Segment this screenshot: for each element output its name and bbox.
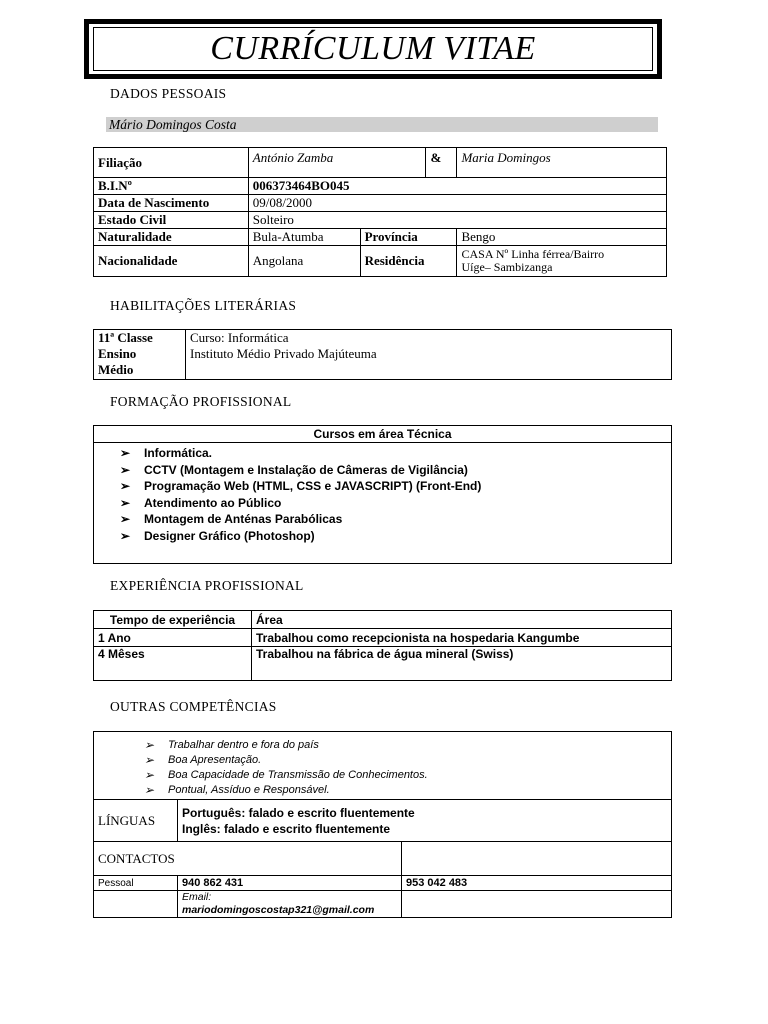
list-item: ➢ CCTV (Montagem e Instalação de Câmeras de Vigilância) bbox=[118, 462, 671, 479]
languages-cell bbox=[178, 800, 672, 842]
provincia-label: Província bbox=[360, 229, 457, 246]
residencia-label: Residência bbox=[360, 246, 457, 277]
experience-col-area: Área bbox=[252, 611, 672, 629]
training-table bbox=[93, 425, 672, 564]
naturalidade-value: Bula-Atumba bbox=[248, 229, 360, 246]
training-header: Cursos em área Técnica bbox=[94, 426, 672, 443]
list-item: ➢ Montagem de Anténas Parabólicas bbox=[118, 511, 671, 528]
other-skills-cell bbox=[94, 732, 672, 800]
list-item: ➢ Pontual, Assíduo e Responsável. bbox=[142, 783, 671, 798]
residencia-line2: Uíge– Sambizanga bbox=[461, 260, 553, 274]
list-item: ➢ Designer Gráfico (Photoshop) bbox=[118, 528, 671, 545]
experience-time: 4 Mêses bbox=[94, 647, 252, 681]
pessoal-label: Pessoal bbox=[94, 876, 178, 891]
civil-value: Solteiro bbox=[248, 212, 666, 229]
personal-table bbox=[93, 147, 667, 277]
language-english: Inglês: falado e escrito fluentemente bbox=[182, 821, 391, 836]
section-training: FORMAÇÃO PROFISSIONAL bbox=[110, 394, 292, 409]
education-level bbox=[94, 330, 186, 380]
cv-title-box bbox=[84, 19, 662, 79]
level-line3: Médio bbox=[98, 362, 134, 377]
naturalidade-label: Naturalidade bbox=[94, 229, 249, 246]
level-line1: 11ª Classe bbox=[98, 330, 153, 345]
list-item: ➢ Informática. bbox=[118, 445, 671, 462]
residencia-value bbox=[457, 246, 667, 277]
skills-list bbox=[142, 738, 671, 798]
father-name: António Zamba bbox=[248, 148, 426, 178]
experience-area: Trabalhou como recepcionista na hospedaria Kangumbe bbox=[252, 629, 672, 647]
languages-label: LÍNGUAS bbox=[94, 800, 178, 842]
table-row bbox=[94, 647, 672, 681]
name-bar: Mário Domingos Costa bbox=[106, 117, 658, 132]
civil-label: Estado Civil bbox=[94, 212, 249, 229]
school: Instituto Médio Privado Majúteuma bbox=[190, 346, 377, 361]
education-details bbox=[186, 330, 672, 380]
email-cell bbox=[178, 891, 402, 918]
education-table bbox=[93, 329, 672, 380]
experience-table bbox=[93, 610, 672, 681]
list-item: ➢ Trabalhar dentro e fora do país bbox=[142, 738, 671, 753]
training-list bbox=[118, 445, 671, 544]
nacionalidade-label: Nacionalidade bbox=[94, 246, 249, 277]
phone-secondary: 953 042 483 bbox=[402, 876, 672, 891]
mother-name: Maria Domingos bbox=[457, 148, 667, 178]
course: Curso: Informática bbox=[190, 330, 289, 345]
level-line2: Ensino bbox=[98, 346, 137, 361]
experience-time: 1 Ano bbox=[94, 629, 252, 647]
email-label: Email: bbox=[182, 891, 212, 903]
section-education: HABILITAÇÕES LITERÁRIAS bbox=[110, 298, 297, 313]
cv-title: CURRÍCULUM VITAE bbox=[210, 30, 536, 67]
birth-value: 09/08/2000 bbox=[248, 195, 666, 212]
other-table bbox=[93, 731, 672, 918]
list-item: ➢ Boa Capacidade de Transmissão de Conhecimentos. bbox=[142, 768, 671, 783]
email-row-empty bbox=[94, 891, 178, 918]
bi-value: 006373464BO045 bbox=[248, 178, 666, 195]
section-personal: DADOS PESSOAIS bbox=[110, 86, 227, 101]
birth-label: Data de Nascimento bbox=[94, 195, 249, 212]
contacts-empty bbox=[402, 842, 672, 876]
list-item: ➢ Boa Apresentação. bbox=[142, 753, 671, 768]
list-item: ➢ Atendimento ao Público bbox=[118, 495, 671, 512]
residencia-line1: CASA Nº Linha férrea/Bairro bbox=[461, 247, 605, 261]
email-row-empty-right bbox=[402, 891, 672, 918]
bi-label: B.I.Nº bbox=[94, 178, 249, 195]
table-row bbox=[94, 629, 672, 647]
training-cell bbox=[94, 443, 672, 564]
provincia-value: Bengo bbox=[457, 229, 667, 246]
contacts-label: CONTACTOS bbox=[94, 842, 402, 876]
phone-primary: 940 862 431 bbox=[178, 876, 402, 891]
filiacao-label: Filiação bbox=[94, 148, 249, 178]
email-address[interactable]: mariodomingoscostap321@gmail.com bbox=[182, 904, 375, 916]
section-other: OUTRAS COMPETÊNCIAS bbox=[110, 699, 277, 714]
language-portuguese: Português: falado e escrito fluentemente bbox=[182, 805, 415, 820]
nacionalidade-value: Angolana bbox=[248, 246, 360, 277]
ampersand: & bbox=[426, 148, 457, 178]
experience-col-time: Tempo de experiência bbox=[94, 611, 252, 629]
experience-area: Trabalhou na fábrica de água mineral (Swiss) bbox=[252, 647, 672, 681]
list-item: ➢ Programação Web (HTML, CSS e JAVASCRIPT) (Front-End) bbox=[118, 478, 671, 495]
section-experience: EXPERIÊNCIA PROFISSIONAL bbox=[110, 578, 304, 593]
